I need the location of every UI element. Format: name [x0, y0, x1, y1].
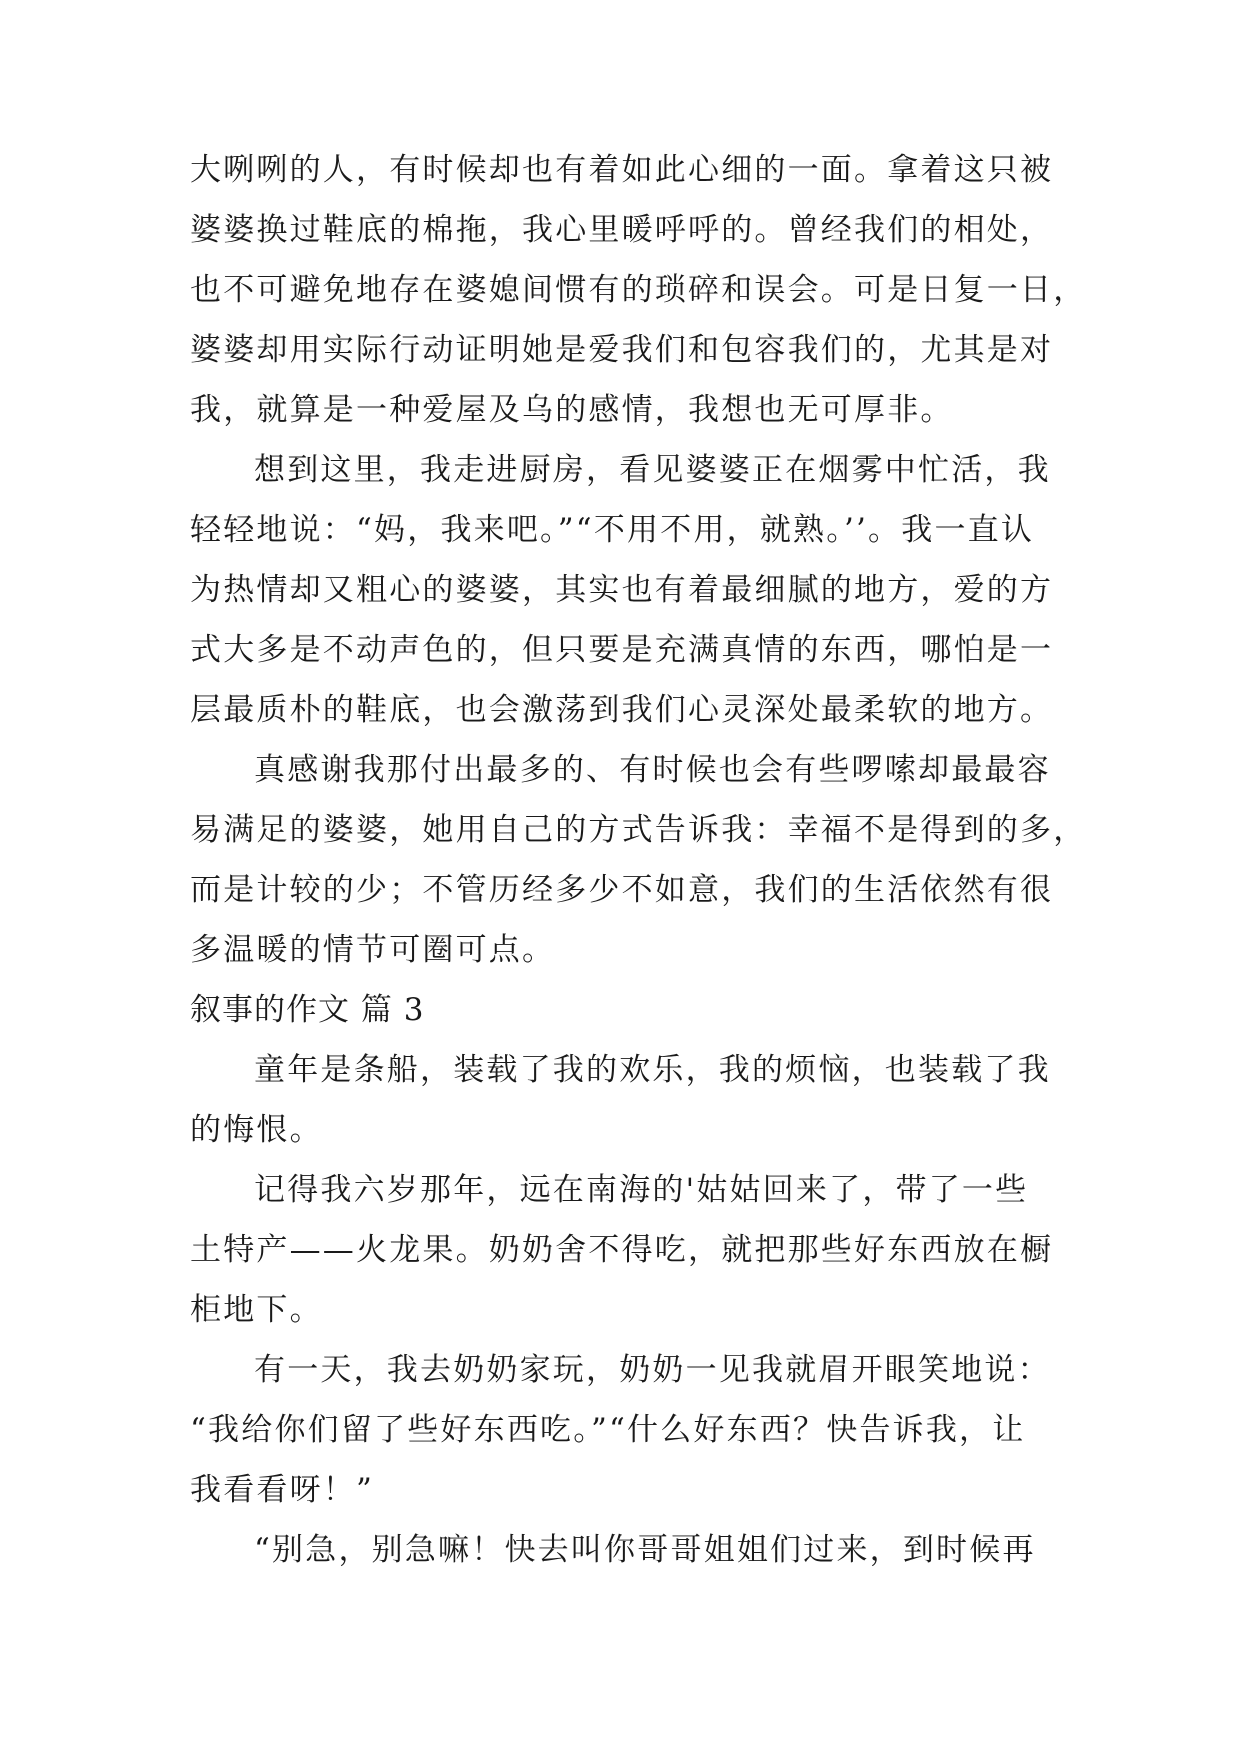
text-line: 轻轻地说：“妈，我来吧。”“不用不用，就熟。’’。我一直认 [190, 512, 1035, 548]
text-line: 童年是条船，装载了我的欢乐，我的烦恼，也装载了我 [254, 1052, 1051, 1088]
text-line: 我，就算是一种爱屋及乌的感情，我想也无可厚非。 [190, 392, 954, 428]
text-line: 层最质朴的鞋底，也会激荡到我们心灵深处最柔软的地方。 [190, 692, 1054, 728]
text-line: 大咧咧的人，有时候却也有着如此心细的一面。拿着这只被 [190, 152, 1054, 188]
text-line: 而是计较的少；不管历经多少不如意，我们的生活依然有很 [190, 872, 1054, 908]
text-line: 为热情却又粗心的婆婆，其实也有着最细腻的地方，爱的方 [190, 572, 1054, 608]
text-line: 婆婆却用实际行动证明她是爱我们和包容我们的，尤其是对 [190, 332, 1054, 368]
text-line: “别急，别急嘛！快去叫你哥哥姐姐们过来，到时候再 [254, 1532, 1036, 1568]
text-line: 想到这里，我走进厨房，看见婆婆正在烟雾中忙活，我 [254, 452, 1051, 488]
section-heading: 叙事的作文 篇 3 [190, 992, 425, 1028]
text-line: 土特产——火龙果。奶奶舍不得吃，就把那些好东西放在橱 [190, 1232, 1054, 1268]
text-line: 式大多是不动声色的，但只要是充满真情的东西，哪怕是一 [190, 632, 1054, 668]
text-line: 真感谢我那付出最多的、有时候也会有些啰嗦却最最容 [254, 752, 1051, 788]
text-line: 柜地下。 [190, 1292, 323, 1328]
text-line: 也不可避免地存在婆媳间惯有的琐碎和误会。可是日复一日， [190, 272, 1087, 308]
text-line: 有一天，我去奶奶家玩，奶奶一见我就眉开眼笑地说： [254, 1352, 1051, 1388]
text-line: “我给你们留了些好东西吃。”“什么好东西？快告诉我，让 [190, 1412, 1026, 1448]
text-line: 我看看呀！” [190, 1472, 375, 1508]
text-line: 记得我六岁那年，远在南海的'姑姑回来了，带了一些 [254, 1172, 1029, 1208]
text-line: 的悔恨。 [190, 1112, 323, 1148]
text-line: 多温暖的情节可圈可点。 [190, 932, 556, 968]
text-line: 婆婆换过鞋底的棉拖，我心里暖呼呼的。曾经我们的相处， [190, 212, 1054, 248]
text-line: 易满足的婆婆，她用自己的方式告诉我：幸福不是得到的多， [190, 812, 1087, 848]
